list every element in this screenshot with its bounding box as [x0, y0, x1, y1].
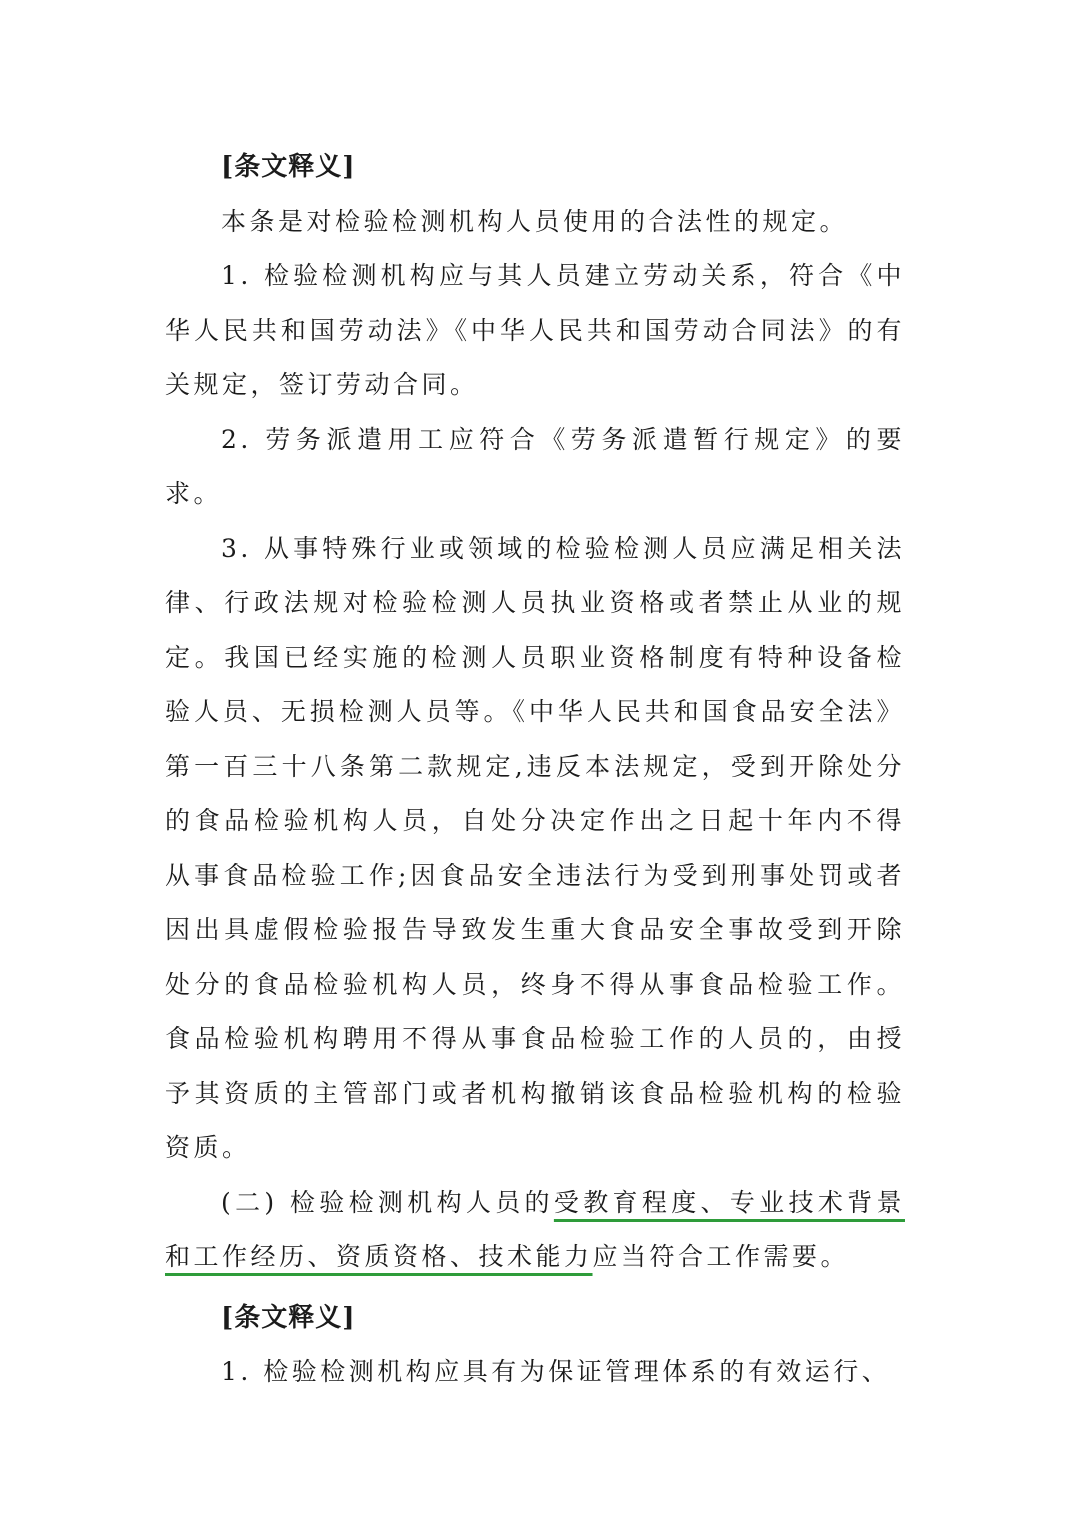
document-page: [165, 140, 905, 1400]
paragraph-clause-2: [165, 1176, 905, 1285]
paragraph-item-1: 1. 检验检测机构应与其人员建立劳动关系，符合《中华人民共和国劳动法》《中华人民共和国劳动合同法》的有关规定，签订劳动合同。: [165, 261, 905, 399]
section-heading-1: [条文释义]: [221, 152, 356, 182]
clause-text-after: 应当符合工作需要。: [592, 1242, 850, 1271]
paragraph-item-3: 3. 从事特殊行业或领域的检验检测人员应满足相关法律、行政法规对检验检测人员执业资格或者禁止从业的规定。我国已经实施的检测人员职业资格制度有特种设备检验人员、无损检测人员等。《中华人民共和国食品安全法》第一百三十八条第二款规定,违反本法规定，受到开除处分的食品检验机构人员，自处分决定作出之日起十年内不得从事食品检验工作;因食品安全违法行为受到刑事处罚或者因出具虚假检验报告导致发生重大食品安全事故受到开除处分的食品检验机构人员，终身不得从事食品检验工作。食品检验机构聘用不得从事食品检验工作的人员的，由授予其资质的主管部门或者机构撤销该食品检验机构的检验资质。: [165, 533, 905, 1162]
paragraph-item-2: 2. 劳务派遣用工应符合《劳务派遣暂行规定》的要求。: [165, 424, 905, 508]
paragraph-item-4: 1. 检验检测机构应具有为保证管理体系的有效运行、: [221, 1357, 891, 1386]
paragraph-intro: 本条是对检验检测机构人员使用的合法性的规定。: [221, 206, 849, 236]
clause-underlined-text: 受教育程度、专业技术背景和工作经历、资质资格、技术能力: [165, 1187, 905, 1271]
section-heading-2: [条文释义]: [221, 1302, 356, 1333]
clause-text-before: (二) 检验检测机构人员的: [221, 1187, 554, 1217]
